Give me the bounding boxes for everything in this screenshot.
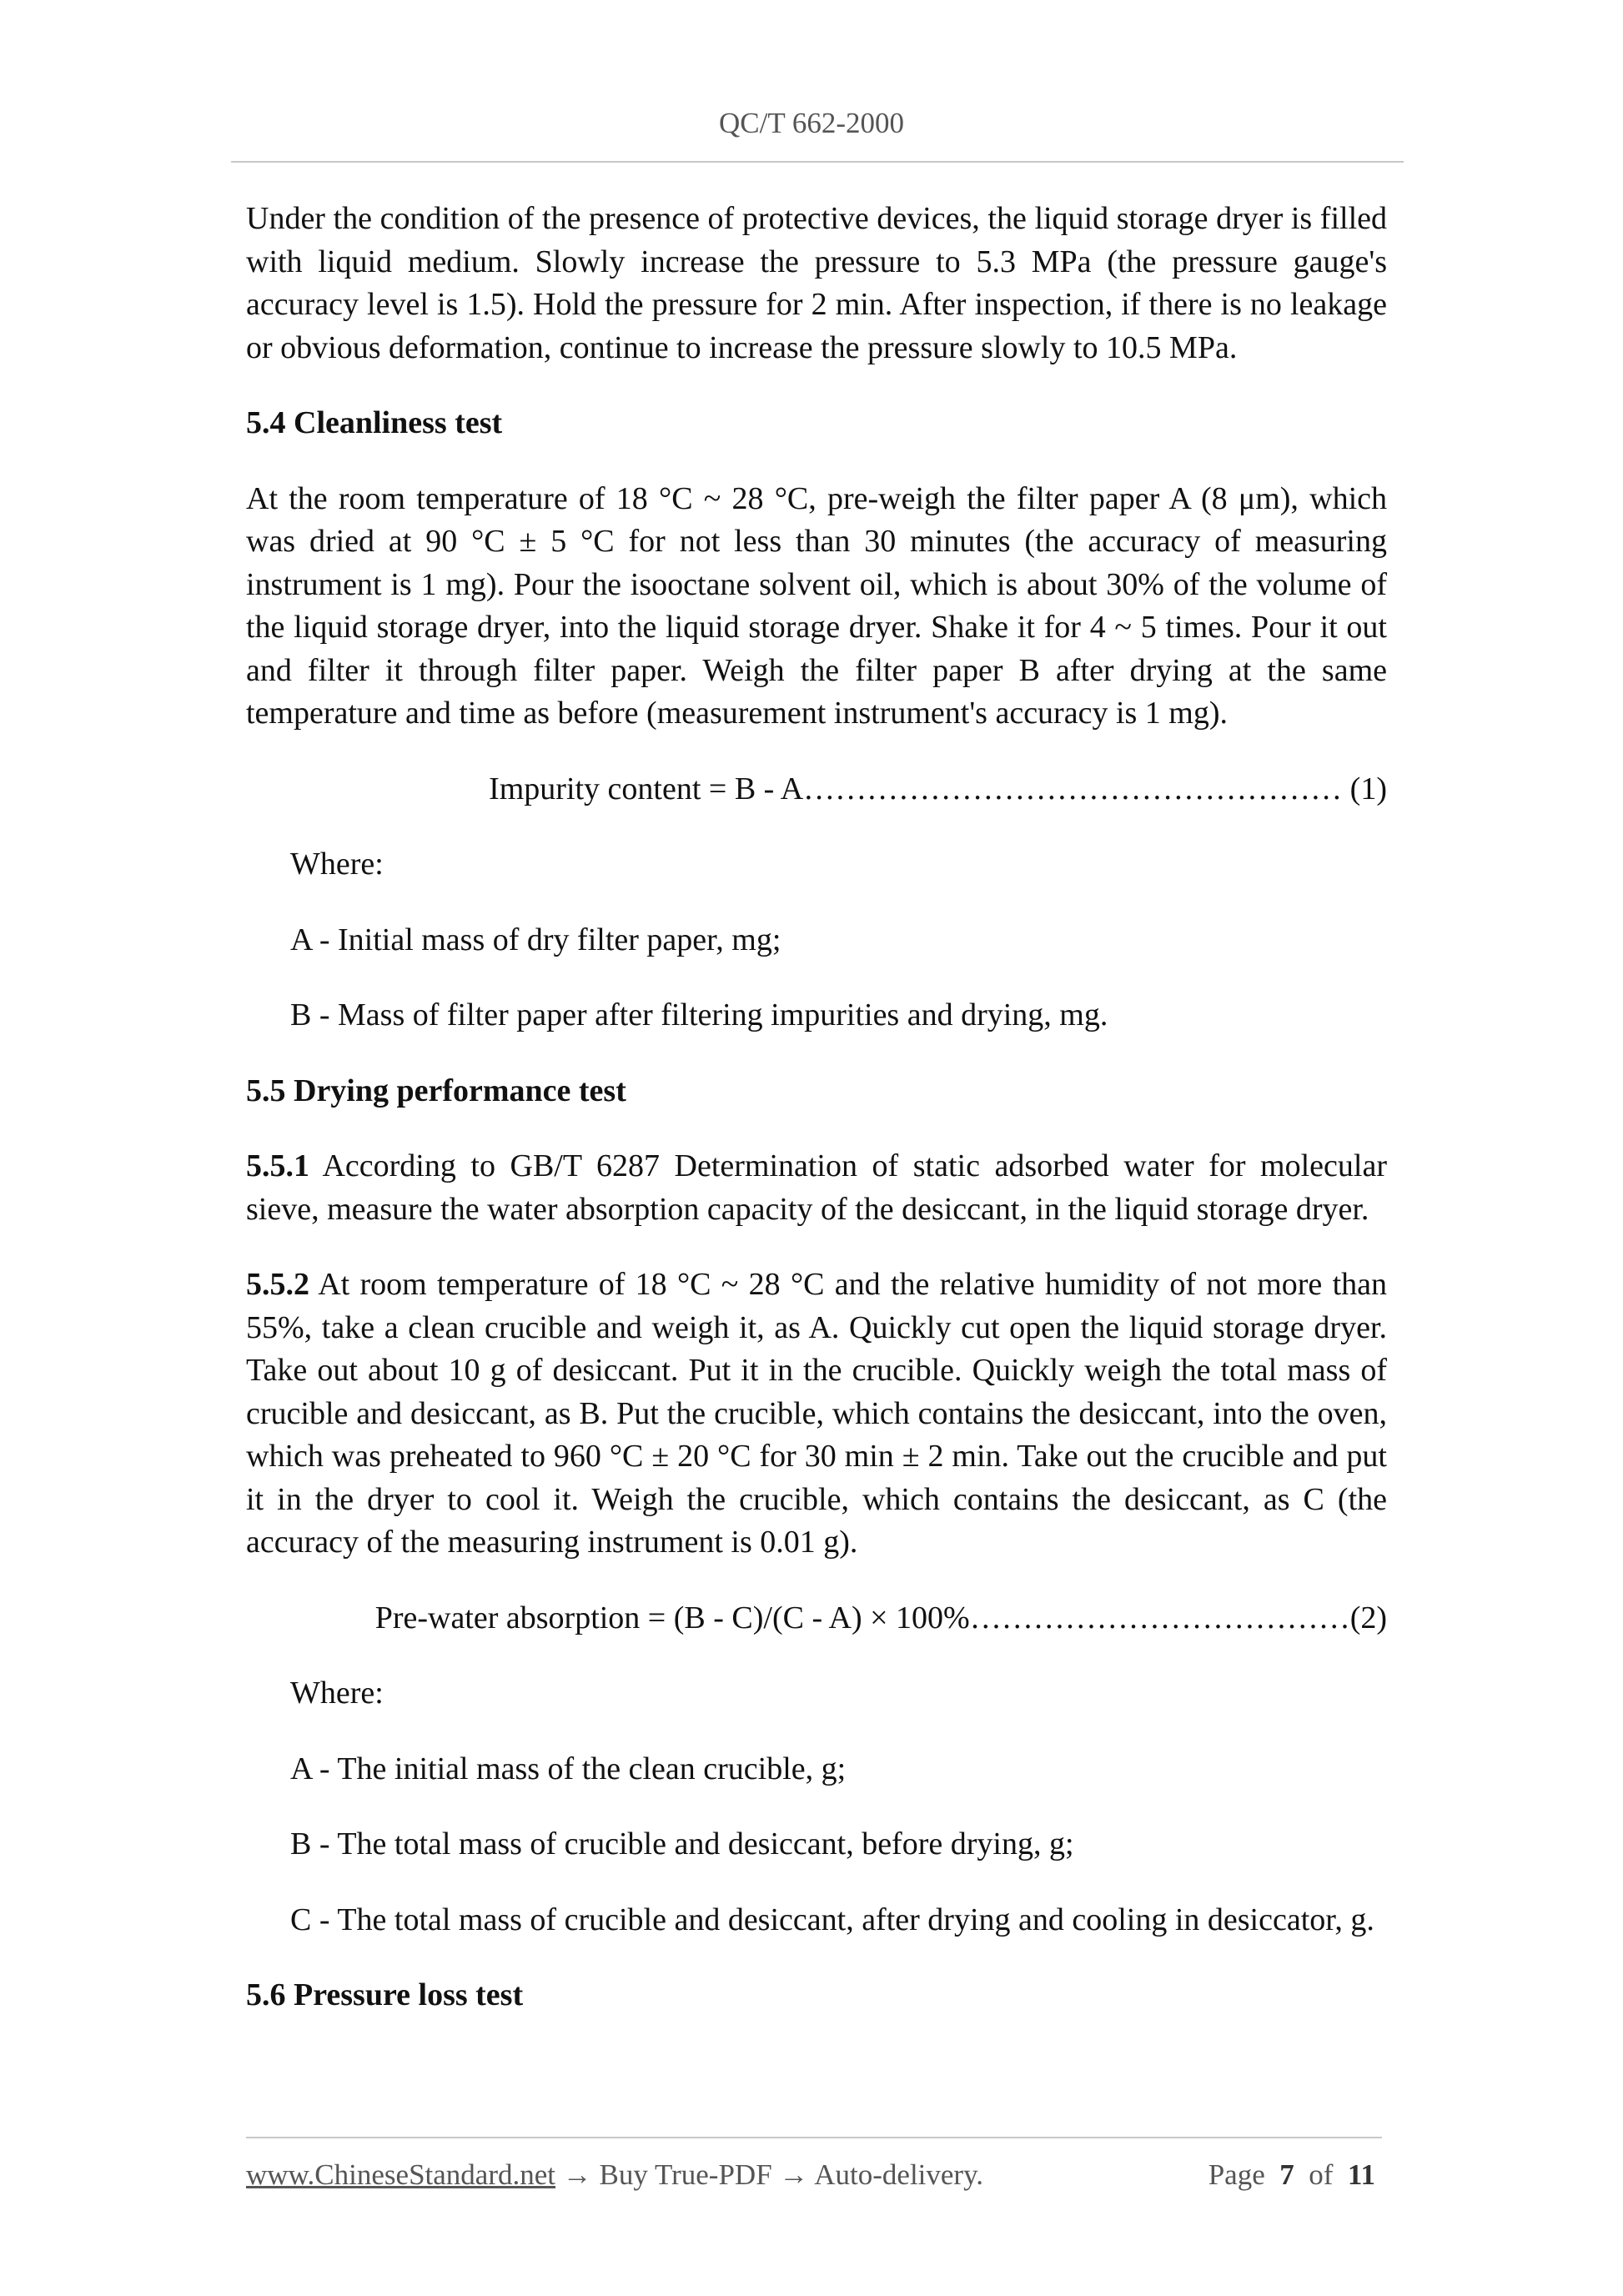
of-label: of bbox=[1309, 2158, 1334, 2191]
formula-2: Pre-water absorption = (B - C)/(C - A) × 100%………………………………(2) bbox=[374, 1600, 1387, 1635]
clause-5-5-1 bbox=[246, 1145, 1387, 1231]
clause-5-5-2 bbox=[246, 1264, 1387, 1565]
where-label-1: Where: bbox=[290, 847, 384, 882]
where-label-2: Where: bbox=[290, 1676, 384, 1711]
page-label: Page bbox=[1208, 2158, 1265, 2191]
clause-5-5-1-number: 5.5.1 bbox=[246, 1148, 309, 1183]
header-divider bbox=[231, 161, 1404, 163]
formula-1: Impurity content = B - A…………………………………………… (1) bbox=[489, 771, 1387, 806]
definition-b-2: B - The total mass of crucible and desiccant, before drying, g; bbox=[290, 1826, 1074, 1861]
section-5-4-heading: 5.4 Cleanliness test bbox=[246, 405, 503, 440]
document-body bbox=[246, 198, 1387, 2050]
page-current: 7 bbox=[1279, 2158, 1294, 2191]
section-5-4-paragraph: At the room temperature of 18 °C ~ 28 °C, pre-weigh the filter paper A (8 μm), which was dried at 90 °C ± 5 °C for not less than 30 minutes (the accuracy of measuring instrument is 1 mg). Pour the isooctane solvent oil, which is about 30% of the volume of the liquid storage dryer, into the liquid storage dryer. Shake it for 4 ~ 5 times. Pour it out and filter it through filter paper. Weigh the filter paper B after drying at the same temperature and time as before (measurement instrument's accuracy is 1 mg). bbox=[246, 480, 1387, 731]
arrow-right-icon: → bbox=[771, 2158, 815, 2191]
running-header: QC/T 662-2000 bbox=[719, 107, 904, 139]
intro-paragraph: Under the condition of the presence of protective devices, the liquid storage dryer is filled with liquid medium. Slowly increase the pressure to 5.3 MPa (the pressure gauge's accuracy level is 1.5). Hold the pressure for 2 min. After inspection, if there is no leakage or obvious deformation, continue to increase the pressure slowly to 10.5 MPa. bbox=[246, 201, 1387, 365]
clause-5-5-2-text: At room temperature of 18 °C ~ 28 °C and the relative humidity of not more than 55%, take a clean crucible and weigh it, as A. Quickly cut open the liquid storage dryer. Take out about 10 g of desiccant. Put it in the crucible. Quickly weigh the total mass of crucible and desiccant, as B. Put the crucible, which contains the desiccant, into the oven, which was preheated to 960 °C ± 20 °C for 30 min ± 2 min. Take out the crucible and put it in the dryer to cool it. Weigh the crucible, which contains the desiccant, as C (the accuracy of the measuring instrument is 0.01 g). bbox=[246, 1267, 1387, 1560]
definition-a-1: A - Initial mass of dry filter paper, mg; bbox=[290, 922, 781, 957]
page-indicator bbox=[1208, 2158, 1375, 2192]
definition-b-1: B - Mass of filter paper after filtering impurities and drying, mg. bbox=[290, 997, 1108, 1032]
site-link[interactable]: www.ChineseStandard.net bbox=[246, 2158, 555, 2191]
clause-5-5-2-number: 5.5.2 bbox=[246, 1267, 309, 1302]
clause-5-5-1-text: According to GB/T 6287 Determination of static adsorbed water for molecular sieve, measure the water absorption capacity of the desiccant, in the liquid storage dryer. bbox=[246, 1148, 1387, 1227]
footer-links bbox=[246, 2158, 983, 2192]
definition-a-2: A - The initial mass of the clean crucible, g; bbox=[290, 1751, 847, 1786]
section-5-5-heading: 5.5 Drying performance test bbox=[246, 1073, 626, 1108]
buy-true-pdf-link[interactable]: Buy True-PDF bbox=[599, 2158, 772, 2191]
auto-delivery-text: Auto-delivery. bbox=[814, 2158, 984, 2191]
footer-divider bbox=[246, 2137, 1382, 2138]
arrow-right-icon: → bbox=[555, 2158, 600, 2191]
definition-c-2: C - The total mass of crucible and desiccant, after drying and cooling in desiccator, g. bbox=[290, 1902, 1374, 1937]
page-total: 11 bbox=[1347, 2158, 1375, 2191]
section-5-6-heading: 5.6 Pressure loss test bbox=[246, 1977, 524, 2012]
